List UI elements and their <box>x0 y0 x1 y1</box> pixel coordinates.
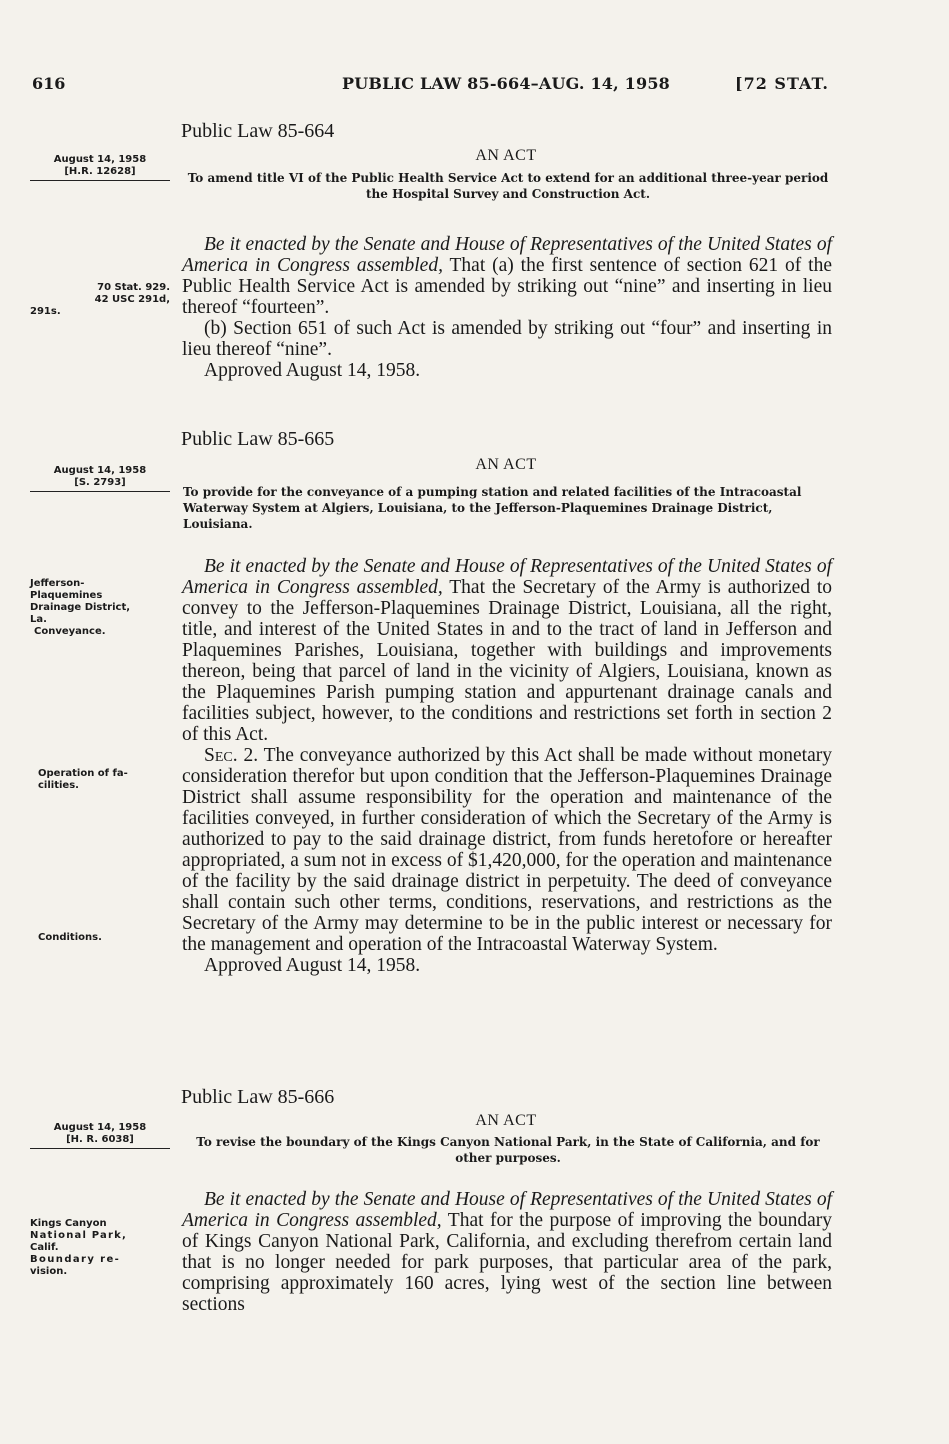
margin-line: Kings Canyon <box>30 1218 107 1229</box>
stat-reference: [72 STAT. <box>735 74 829 93</box>
enacting-clause <box>182 1189 832 1315</box>
margin-conditions: Conditions. <box>38 932 102 943</box>
enacting-italic: Be it enacted by the Senate and House of Representatives of the United States of America in Congress assembled, <box>182 556 832 598</box>
act-label-85-666: AN ACT <box>475 1112 537 1129</box>
margin-citation-85-664 <box>30 282 170 318</box>
act-summary-85-664: To amend title VI of the Public Health Service Act to extend for an additional three-year period the Hospital Survey and Construction Act. <box>187 171 829 201</box>
margin-line: 291s. <box>30 306 61 317</box>
act-label-85-665: AN ACT <box>475 456 537 473</box>
margin-line: 42 USC 291d, <box>94 294 170 305</box>
page-number: 616 <box>32 74 66 93</box>
margin-line: vision. <box>30 1266 68 1277</box>
act-body-85-666 <box>182 1189 832 1315</box>
bill-number: [S. 2793] <box>74 477 126 488</box>
margin-line: La. <box>30 614 47 625</box>
margin-line: Calif. <box>30 1242 59 1253</box>
date-note-line: August 14, 1958 <box>53 465 147 476</box>
date-note-line: August 14, 1958 <box>53 1122 147 1133</box>
running-title: PUBLIC LAW 85-664–AUG. 14, 1958 <box>342 74 670 93</box>
margin-operation-of-facilities <box>30 768 183 792</box>
margin-line: Plaquemines <box>30 590 103 601</box>
section-2 <box>182 745 832 955</box>
section-1: That the Secretary of the Army is authorized to convey to the Jefferson-Plaquemines Drainage District, Louisiana, all the right, title, and interest of the United States in and to the tract of land in Jefferson and Plaquemines Parishes, Louisiana, together with buildings and improvements thereon, being that parcel of land in the vicinity of Algiers, Louisiana, known as the Plaquemines Parish pumping station and appurtenant drainage canals and facilities subject, however, to the conditions and restrictions set forth in section 2 of this Act. <box>182 577 832 745</box>
bill-number: [H. R. 6038] <box>66 1134 134 1145</box>
margin-line: National Park, <box>30 1230 127 1241</box>
law-title-85-665: Public Law 85-665 <box>181 428 335 450</box>
section-2-text: The conveyance authorized by this Act shall be made without monetary consideration therefor but upon condition that the Jefferson-Plaquemines Drainage District shall assume responsibility for the operation and maintenance of the facilities conveyed, in further consideration of which the Secretary of the Army is authorized to pay to the said drainage district, from funds heretofore or hereafter appropriated, a sum not in excess of $1,420,000, for the operation and maintenance of the facility by the said drainage district in perpetuity. The deed of conveyance shall contain such other terms, conditions, reservations, and restrictions as the Secretary of the Army may determine to be in the public interest or necessary for the management and operation of the Intracoastal Waterway System. <box>182 745 832 955</box>
margin-line: Boundary re- <box>30 1254 121 1265</box>
paragraph-b: (b) Section 651 of such Act is amended by striking out “four” and inserting in lieu thereof “nine”. <box>182 318 832 360</box>
date-note-line: August 14, 1958 <box>53 154 147 165</box>
act-body-85-664 <box>182 234 832 381</box>
act-body-85-665 <box>182 556 832 976</box>
margin-line: 70 Stat. 929. <box>97 282 170 293</box>
margin-line: cilities. <box>38 780 79 791</box>
date-note-85-664 <box>30 154 170 181</box>
bill-number: [H.R. 12628] <box>64 166 136 177</box>
margin-kings-canyon <box>30 1218 175 1278</box>
approval-date: Approved August 14, 1958. <box>204 955 421 976</box>
law-title-85-666: Public Law 85-666 <box>181 1086 335 1108</box>
section-1: That for the purpose of improving the boundary of Kings Canyon National Park, California, and excluding therefrom certain land that is no longer needed for park purposes, that particular area of the park, comprising approximately 160 acres, lying west of the section line between sections <box>182 1210 832 1315</box>
date-note-85-665 <box>30 465 170 492</box>
running-header <box>32 74 832 96</box>
act-label-85-664: AN ACT <box>475 147 537 164</box>
enacting-clause <box>182 234 832 318</box>
section-2-label: Sec. 2. <box>204 745 259 766</box>
summary-text: To provide for the conveyance of a pumping station and related facilities of the Intracoastal Waterway System at Algiers, Louisiana, to the Jefferson-Plaquemines Drainage District, Louisiana. <box>183 485 802 531</box>
date-note-85-666 <box>30 1122 170 1149</box>
act-summary-85-665 <box>183 484 833 532</box>
enacting-italic: Be it enacted by the Senate and House of Representatives of the United States of America in Congress assembled, <box>182 1189 832 1231</box>
approval-date: Approved August 14, 1958. <box>204 360 421 381</box>
enacting-clause <box>182 556 832 745</box>
margin-line: Drainage District, <box>30 602 131 613</box>
margin-line: Conveyance. <box>34 626 106 637</box>
enacting-italic: Be it enacted by the Senate and House of Representatives of the United States of America in Congress assembled, <box>182 234 832 276</box>
margin-line: Jefferson- <box>30 578 85 589</box>
act-summary-85-666: To revise the boundary of the Kings Canyon National Park, in the State of California, and for other purposes. <box>196 1135 820 1165</box>
paragraph-a: That (a) the first sentence of section 621 of the Public Health Service Act is amended by striking out “nine” and inserting in lieu thereof “fourteen”. <box>182 255 833 318</box>
margin-line: Operation of fa- <box>38 768 128 779</box>
law-title-85-664: Public Law 85-664 <box>181 120 335 142</box>
margin-jefferson-plaquemines <box>30 578 175 638</box>
